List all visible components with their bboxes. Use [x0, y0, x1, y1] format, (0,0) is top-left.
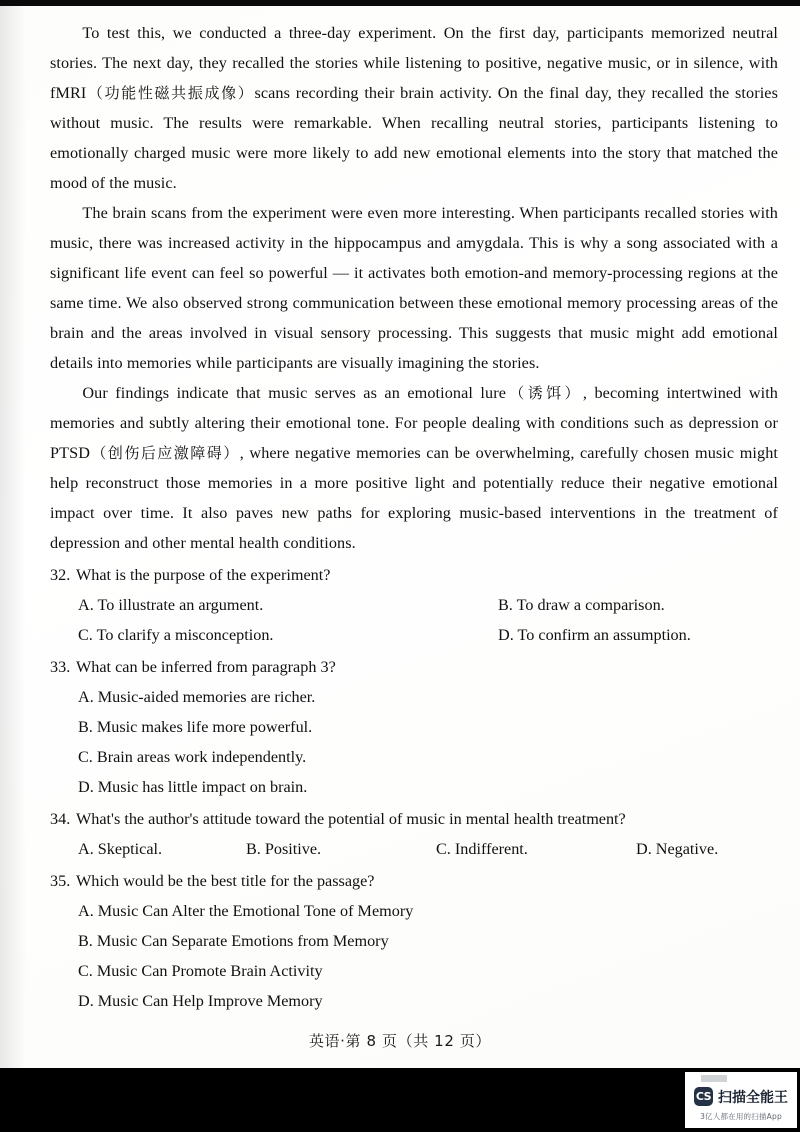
passage-paragraph-1: To test this, we conducted a three-day experiment. On the first day, participants memorized neutral stories. The next day, they recalled the stories while listening to positive, negative music, or in silence, with fMRI（功能性磁共振成像）scans recording their brain activity. On the final day, they recalled the stories without music. The results were remarkable. When recalling neutral stories, participants listening to emotionally charged music were more likely to add new emotional elements into the story that matched the mood of the music.: [50, 24, 778, 192]
reading-passage: [50, 18, 778, 558]
question-32-option-c[interactable]: C. To clarify a misconception.: [78, 626, 274, 644]
question-35-options: [50, 896, 778, 1016]
camscanner-logo-icon: CS: [694, 1087, 713, 1106]
passage-paragraph-3: Our findings indicate that music serves as an emotional lure（诱饵）, becoming intertwined with memories and subtly altering their emotional tone. For people dealing with conditions such as depression or PTSD（创伤后应激障碍）, where negative memories can be overwhelming, carefully chosen music might help reconstruct those memories in a more positive light and potentially reduce their negative emotional impact over time. It also paves new paths for exploring music-based interventions in the treatment of depression and other mental health conditions.: [50, 384, 778, 552]
question-35-option-b[interactable]: B. Music Can Separate Emotions from Memory: [78, 932, 389, 950]
question-35-text: Which would be the best title for the passage?: [76, 872, 375, 890]
question-33-number: 33.: [50, 658, 71, 676]
question-33-option-b[interactable]: B. Music makes life more powerful.: [78, 718, 313, 736]
question-32-text: What is the purpose of the experiment?: [76, 566, 331, 584]
question-34-options: [50, 834, 778, 864]
question-32-stem: [50, 560, 778, 590]
scan-bottom-edge-artifact: [0, 1068, 800, 1132]
question-35-option-d[interactable]: D. Music Can Help Improve Memory: [78, 992, 323, 1010]
question-35: [50, 866, 778, 1016]
question-33-text: What can be inferred from paragraph 3?: [76, 658, 336, 676]
watermark-title: 扫描全能王: [718, 1089, 788, 1106]
question-35-option-c[interactable]: C. Music Can Promote Brain Activity: [78, 962, 323, 980]
question-35-number: 35.: [50, 872, 71, 890]
question-33-stem: [50, 652, 778, 682]
scan-top-edge-artifact: [0, 0, 800, 6]
watermark-stub-bar: [701, 1075, 727, 1082]
question-34-option-a[interactable]: A. Skeptical.: [78, 840, 163, 858]
watermark-tagline: 3亿人都在用的扫描App: [700, 1111, 782, 1121]
question-33-option-c[interactable]: C. Brain areas work independently.: [78, 748, 307, 766]
question-32-option-d[interactable]: D. To confirm an assumption.: [498, 626, 691, 644]
question-34-option-d[interactable]: D. Negative.: [636, 840, 719, 858]
question-34-option-c[interactable]: C. Indifferent.: [436, 840, 528, 858]
question-32: [50, 560, 778, 650]
question-32-option-a[interactable]: A. To illustrate an argument.: [78, 596, 264, 614]
question-34-stem: [50, 804, 778, 834]
watermark-brand: [694, 1087, 788, 1107]
question-34-text: What's the author's attitude toward the potential of music in mental health treatment?: [76, 810, 626, 828]
question-35-stem: [50, 866, 778, 896]
camscanner-watermark: [685, 1072, 797, 1128]
question-32-options: [50, 590, 778, 650]
page-footer: 英语·第 8 页（共 12 页）: [308, 1032, 492, 1050]
question-32-number: 32.: [50, 566, 71, 584]
question-32-option-b[interactable]: B. To draw a comparison.: [498, 596, 665, 614]
question-34-number: 34.: [50, 810, 71, 828]
passage-paragraph-2: The brain scans from the experiment were even more interesting. When participants recalled stories with music, there was increased activity in the hippocampus and amygdala. This is why a song associated with a significant life event can feel so powerful — it activates both emotion-and memory-processing regions at the same time. We also observed strong communication between these emotional memory processing areas of the brain and the areas involved in visual sensory processing. This suggests that music might add emotional details into memories while participants are visually imagining the stories.: [50, 204, 778, 372]
question-35-option-a[interactable]: A. Music Can Alter the Emotional Tone of Memory: [78, 902, 414, 920]
question-34: [50, 804, 778, 864]
page-content: [50, 18, 778, 1016]
question-34-option-b[interactable]: B. Positive.: [246, 840, 322, 858]
question-33-option-d[interactable]: D. Music has little impact on brain.: [78, 778, 308, 796]
question-33-option-a[interactable]: A. Music-aided memories are richer.: [78, 688, 316, 706]
question-33: [50, 652, 778, 802]
question-33-options: [50, 682, 778, 802]
